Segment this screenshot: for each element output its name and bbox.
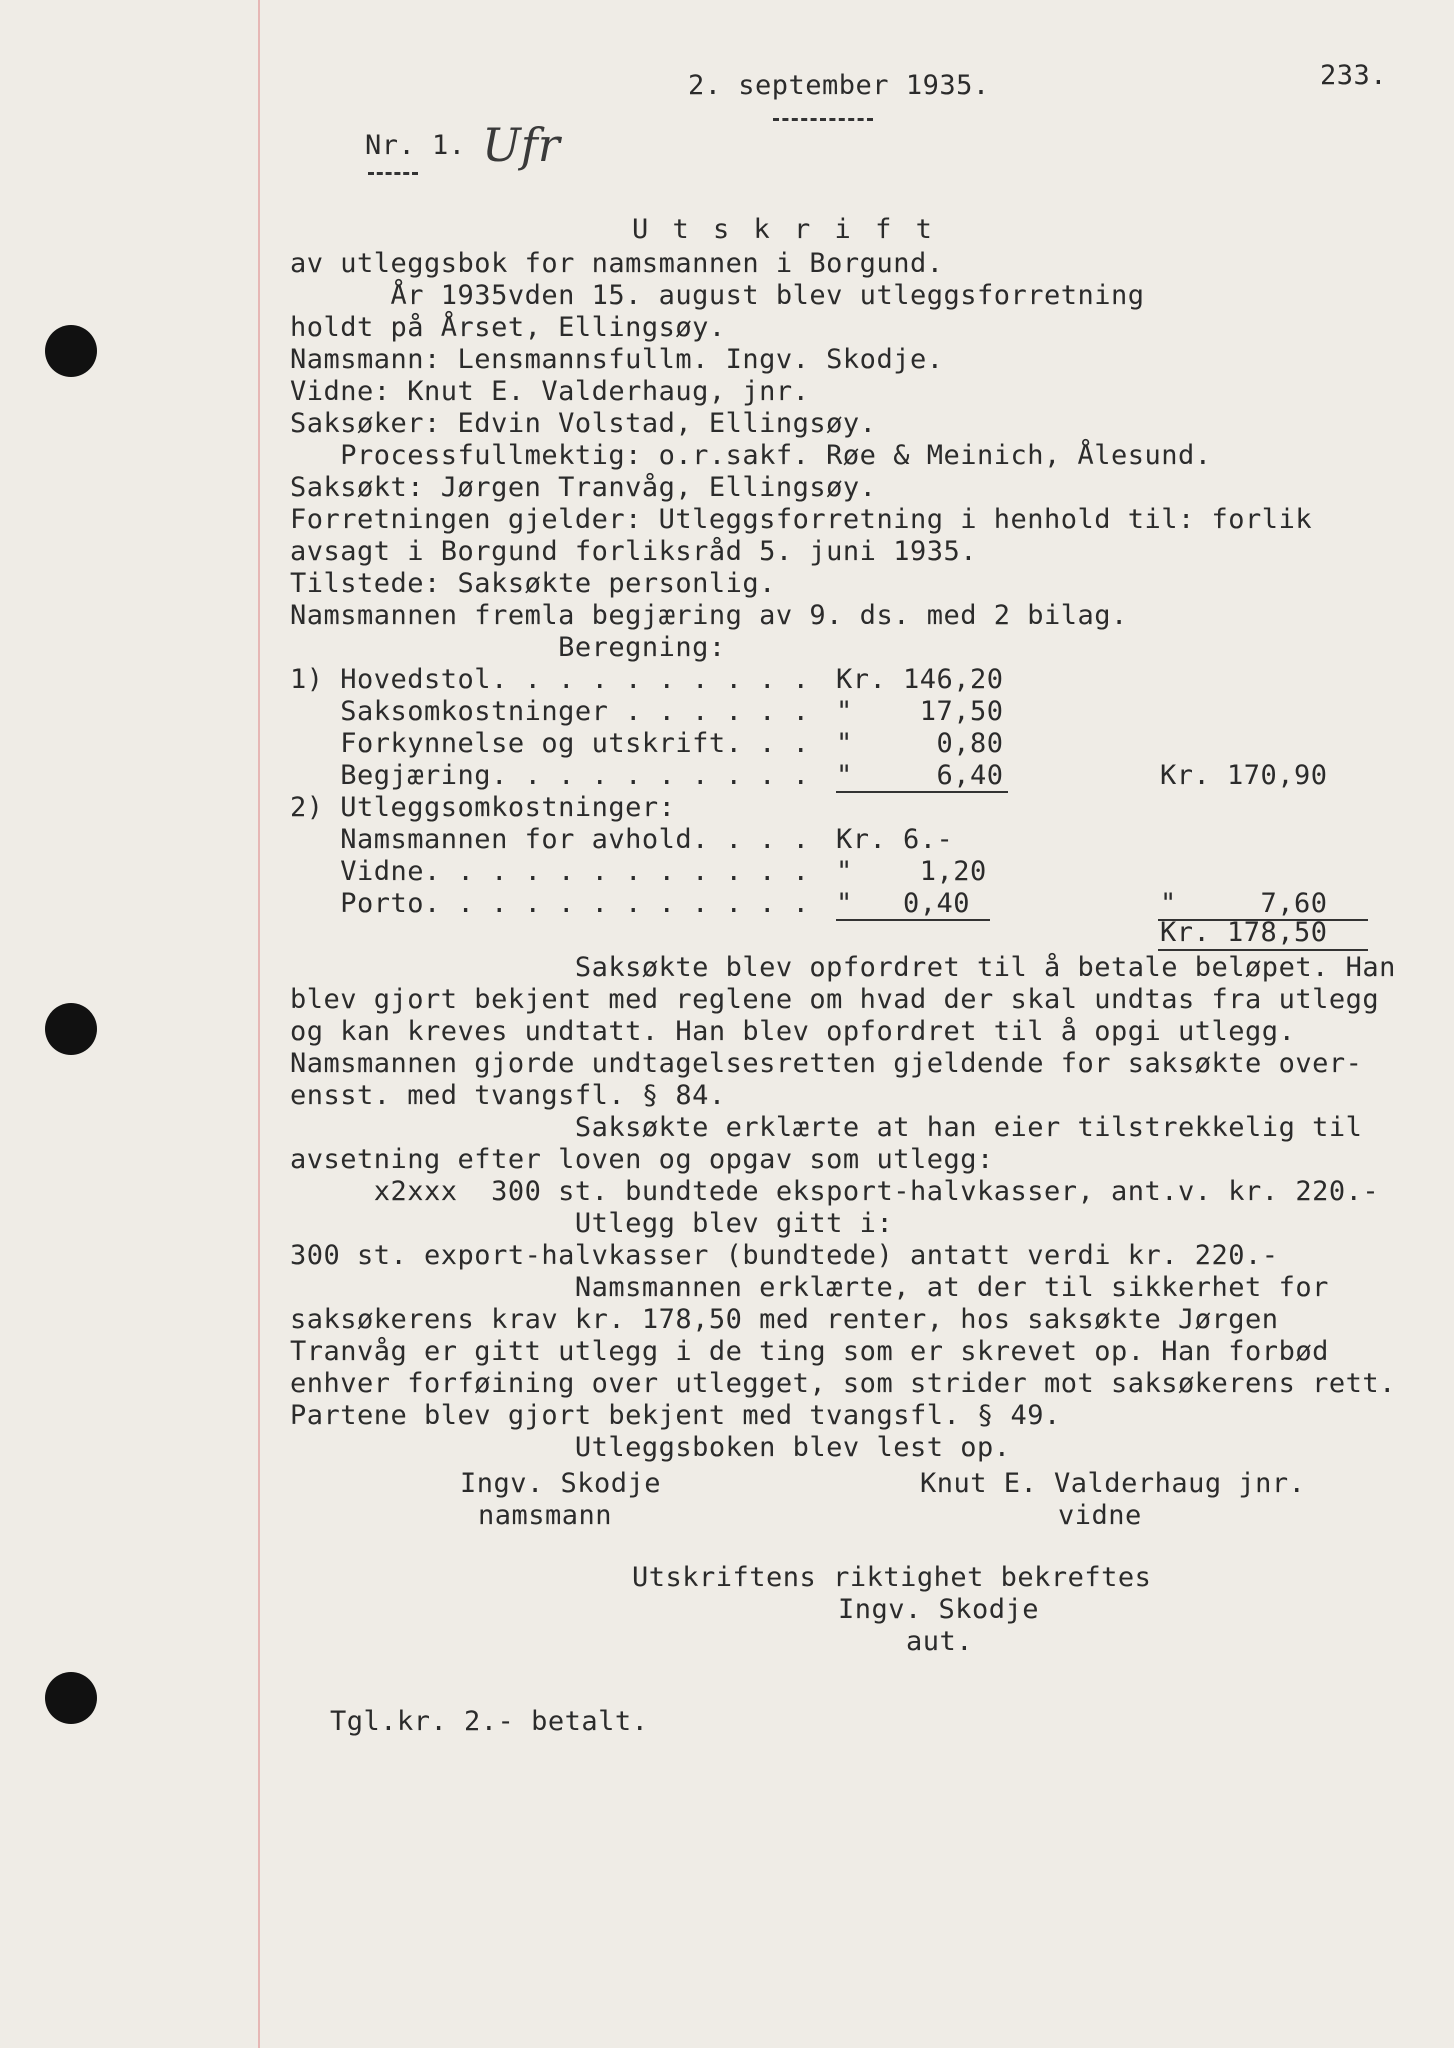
calc-amount: " 0,40 (836, 888, 971, 919)
text-line: blev gjort bekjent med reglene om hvad der skal undtas fra utlegg (290, 984, 1380, 1015)
certification-text: Utskriftens riktighet bekreftes (632, 1562, 1152, 1593)
calc-total: " 7,60 (1160, 888, 1328, 919)
calc-amount: " 0,80 (836, 728, 1004, 759)
text-line: avsagt i Borgund forliksråd 5. juni 1935. (290, 536, 977, 567)
text-line: Saksøkte erklærte at han eier tilstrekkelig til (290, 1112, 1363, 1143)
page-number: 233. (1320, 60, 1388, 91)
certification-signer: Ingv. Skodje (838, 1594, 1040, 1625)
total-rule-top (1158, 919, 1368, 921)
signature-left-name: Ingv. Skodje (460, 1468, 662, 1499)
document-title: U t s k r i f t (632, 214, 936, 245)
punch-hole (45, 325, 97, 377)
calc-amount: " 6,40 (836, 760, 1004, 791)
calc-label: 2) Utleggsomkostninger: (290, 792, 676, 823)
text-line: Vidne: Knut E. Valderhaug, jnr. (290, 376, 810, 407)
text-line: Tilstede: Saksøkte personlig. (290, 568, 776, 599)
calc-total: Kr. 170,90 (1160, 760, 1328, 791)
margin-line (258, 0, 260, 2048)
text-line: Namsmann: Lensmannsfullm. Ingv. Skodje. (290, 344, 944, 375)
text-line: ensst. med tvangsfl. § 84. (290, 1080, 726, 1111)
subtotal-rule-2 (836, 919, 990, 921)
text-line: År 1935vden 15. august blev utleggsforretning (290, 280, 1145, 311)
calc-total: Kr. 178,50 (1160, 917, 1328, 948)
text-line: x2xxx 300 st. bundtede eksport-halvkasser, ant.v. kr. 220.- (290, 1176, 1380, 1207)
text-line: enhver forføining over utlegget, som strider mot saksøkerens rett. (290, 1368, 1396, 1399)
calc-label: Vidne. . . . . . . . . . . . (290, 856, 810, 887)
text-line: Partene blev gjort bekjent med tvangsfl. § 49. (290, 1400, 1061, 1431)
calc-label: 1) Hovedstol. . . . . . . . . . (290, 664, 810, 695)
punch-hole (45, 1672, 97, 1724)
text-line: Tranvåg er gitt utlegg i de ting som er skrevet op. Han forbød (290, 1336, 1329, 1367)
text-line: Namsmannen fremla begjæring av 9. ds. med 2 bilag. (290, 600, 1128, 631)
entry-number-underline (368, 172, 418, 175)
calc-amount: Kr. 146,20 (836, 664, 1004, 695)
text-line: Saksøkt: Jørgen Tranvåg, Ellingsøy. (290, 472, 877, 503)
fee-paid-note: Tgl.kr. 2.- betalt. (330, 1706, 649, 1737)
calc-label: Begjæring. . . . . . . . . . (290, 760, 810, 791)
text-line: Saksøkte blev opfordret til å betale beløpet. Han (290, 952, 1396, 983)
calc-label: Saksomkostninger . . . . . . (290, 696, 810, 727)
signature-right-name: Knut E. Valderhaug jnr. (920, 1468, 1306, 1499)
text-line: Utlegg blev gitt i: (290, 1208, 894, 1239)
text-line: Saksøker: Edvin Volstad, Ellingsøy. (290, 408, 877, 439)
punch-hole (45, 1003, 97, 1055)
entry-number: Nr. 1. (365, 130, 466, 161)
calc-label: Namsmannen for avhold. . . . (290, 824, 810, 855)
subtotal-rule (836, 791, 1008, 793)
calc-amount: " 1,20 (836, 856, 987, 887)
text-line: Processfullmektig: o.r.sakf. Røe & Meinich, Ålesund. (290, 440, 1212, 471)
date-underline (773, 118, 873, 121)
calc-label: Forkynnelse og utskrift. . . (290, 728, 810, 759)
calc-label: Porto. . . . . . . . . . . . (290, 888, 810, 919)
handwritten-initials: Ufr (482, 118, 560, 172)
total-rule-bottom (1158, 949, 1368, 951)
text-line: avsetning efter loven og opgav som utlegg: (290, 1144, 994, 1175)
signature-left-role: namsmann (478, 1500, 613, 1531)
text-line: 300 st. export-halvkasser (bundtede) antatt verdi kr. 220.- (290, 1240, 1279, 1271)
text-line: Beregning: (290, 632, 726, 663)
text-line: saksøkerens krav kr. 178,50 med renter, hos saksøkte Jørgen (290, 1304, 1279, 1335)
text-line: Namsmannen erklærte, at der til sikkerhet for (290, 1272, 1329, 1303)
signature-right-role: vidne (1058, 1500, 1142, 1531)
text-line: Forretningen gjelder: Utleggsforretning i henhold til: forlik (290, 504, 1313, 535)
text-line: og kan kreves undtatt. Han blev opfordret til å opgi utlegg. (290, 1016, 1296, 1047)
calc-amount: " 17,50 (836, 696, 1004, 727)
text-line: holdt på Årset, Ellingsøy. (290, 312, 726, 343)
text-line: av utleggsbok for namsmannen i Borgund. (290, 248, 944, 279)
certification-role: aut. (906, 1626, 974, 1657)
calc-amount: Kr. 6.- (836, 824, 954, 855)
header-date: 2. september 1935. (688, 70, 990, 101)
text-line: Utleggsboken blev lest op. (290, 1432, 1011, 1463)
text-line: Namsmannen gjorde undtagelsesretten gjeldende for saksøkte over- (290, 1048, 1363, 1079)
